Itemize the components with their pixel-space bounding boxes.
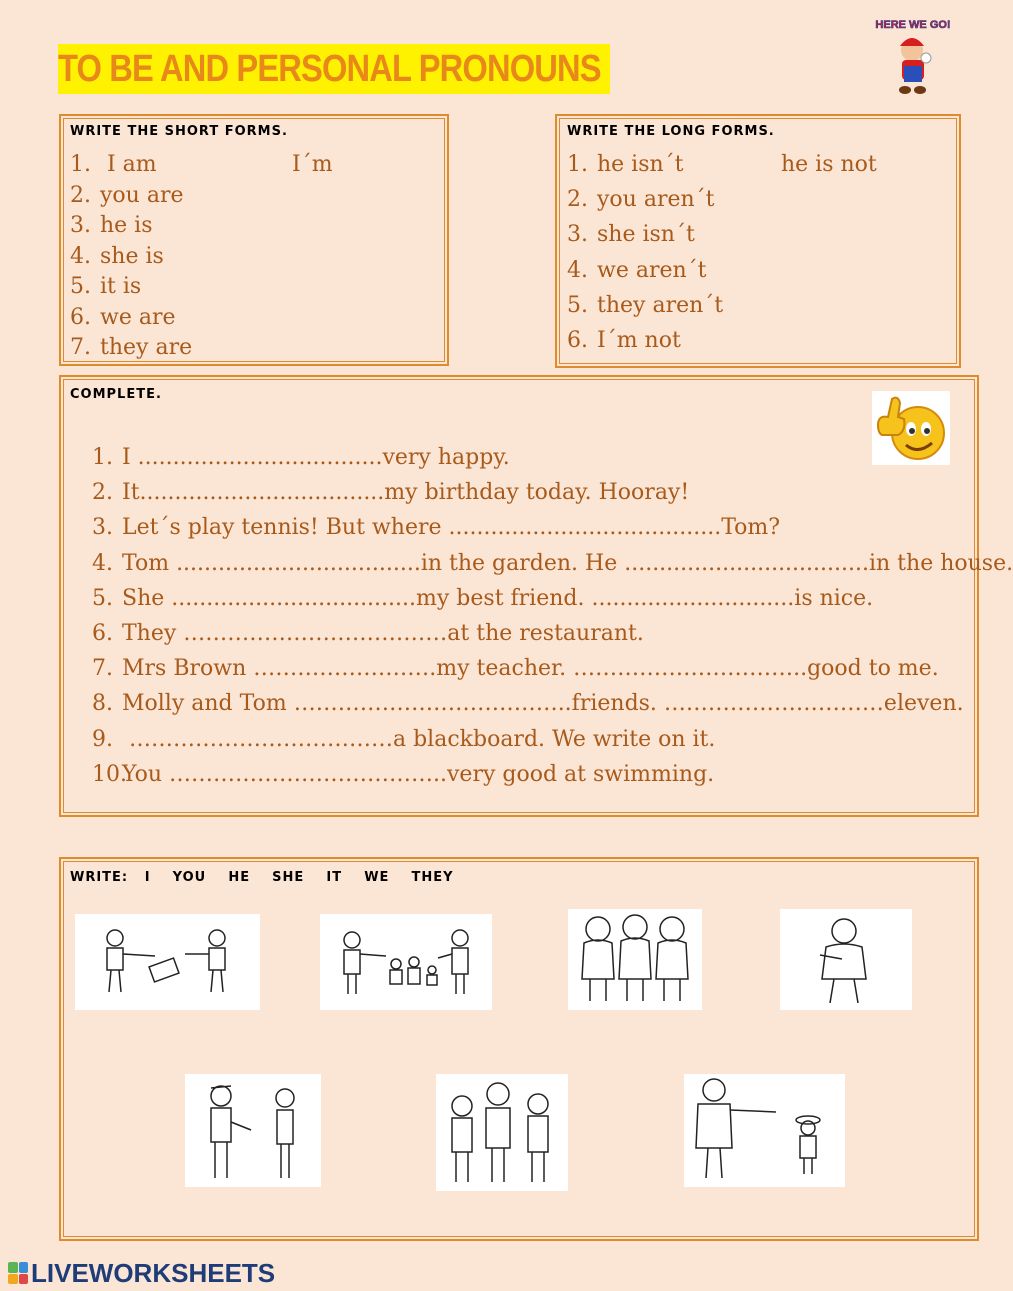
long-forms-list (567, 147, 952, 358)
write-pronouns-label: WRITE: I YOU HE SHE IT WE THEY (70, 870, 454, 885)
list-item: 10.You ………………………………..very good at swimming. (92, 761, 715, 787)
footer-brand-text: LIVEWORKSHEETS (31, 1257, 276, 1288)
list-item: 2. you are (70, 182, 184, 208)
list-item: 3. Let´s play tennis! But where .......................................Tom? (92, 515, 781, 541)
list-item: 6. I´m not (567, 328, 681, 354)
list-item: 7. Mrs Brown …………………….my teacher. …………………………..good to me. (92, 656, 939, 682)
complete-list (92, 440, 1013, 792)
picture-boy-pointing-cowboy (684, 1074, 845, 1187)
list-item: 4. Tom ...................................in the garden. He ...................................in the house. (92, 550, 1013, 576)
list-item: 9. ………………………………a blackboard. We write on it. (92, 726, 716, 752)
list-item: 5. it is (70, 274, 142, 299)
answer-field[interactable]: I´m (292, 152, 333, 177)
list-item: 1. I am I´m (70, 150, 440, 181)
picture-boy-pointing-self (780, 909, 912, 1010)
list-item: 1. I ...................................very happy. (92, 445, 510, 470)
short-forms-list (70, 150, 440, 364)
list-item: 4. she is (70, 243, 164, 269)
list-item: 6. we are (70, 304, 176, 330)
list-item: 4. we aren´t (567, 257, 707, 283)
picture-three-boys (436, 1074, 568, 1191)
list-item: 2. you aren´t (567, 187, 715, 213)
list-item: 5. they aren´t (567, 292, 724, 318)
liveworksheets-logo[interactable] (8, 1258, 275, 1288)
picture-boy-girl-book (75, 914, 260, 1010)
long-forms-label: WRITE THE LONG FORMS. (567, 124, 775, 139)
answer-field[interactable]: he is not (781, 152, 877, 177)
picture-three-kids (568, 909, 702, 1010)
list-item: 1. he isn´t he is not (567, 147, 952, 182)
short-forms-label: WRITE THE SHORT FORMS. (70, 124, 288, 139)
picture-boy-girl-talking (185, 1074, 321, 1187)
svg-text:HERE WE GO!: HERE WE GO! (875, 19, 951, 31)
list-item: 2. It...................................my birthday today. Hooray! (92, 480, 690, 506)
list-item: 3. she isn´t (567, 222, 695, 248)
list-item: 8. Molly and Tom ………………………………..friends. …………………………eleven. (92, 691, 964, 717)
liveworksheets-icon (8, 1262, 28, 1284)
picture-kids-family (320, 914, 492, 1010)
list-item: 6. They ………………………………at the restaurant. (92, 621, 644, 647)
complete-label: COMPLETE. (70, 387, 162, 402)
list-item: 5. She ...................................my best friend. .............................is nice. (92, 585, 874, 611)
list-item: 3. he is (70, 213, 153, 238)
worksheet-title: TO BE AND PERSONAL PRONOUNS (58, 44, 610, 94)
mario-logo-image (875, 16, 951, 100)
list-item: 7. they are (70, 335, 193, 360)
